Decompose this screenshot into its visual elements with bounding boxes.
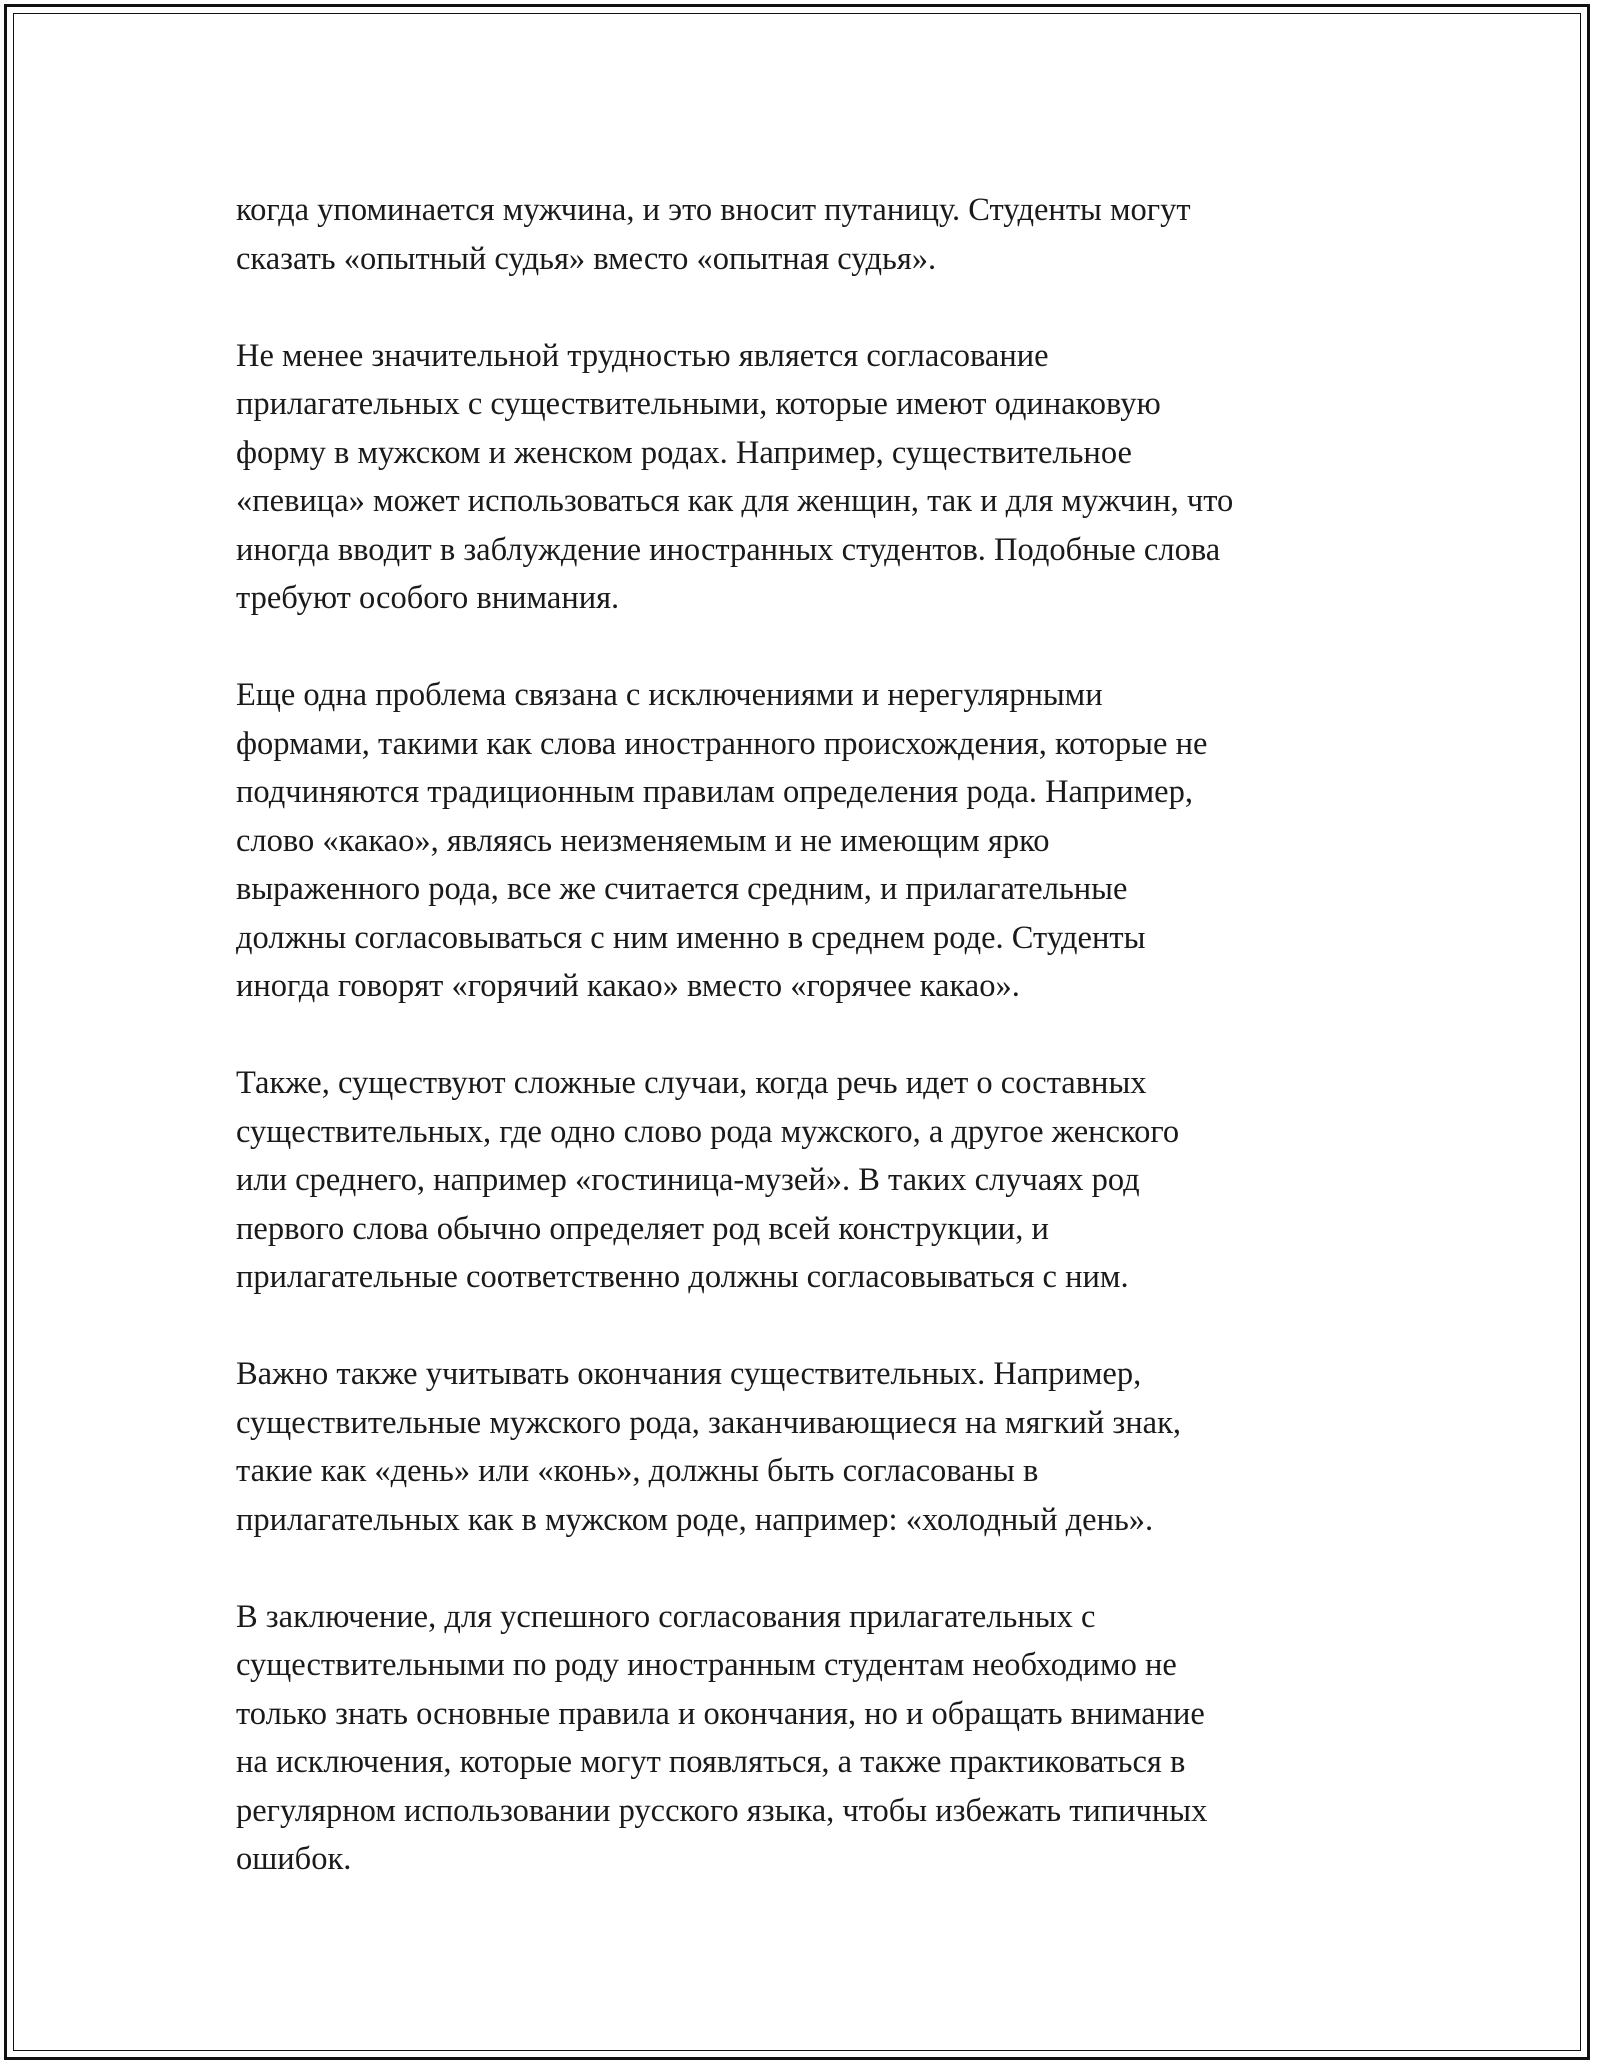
paragraph-2 xyxy=(236,332,1386,623)
paragraph-1 xyxy=(236,186,1386,283)
text-line: иногда вводит в заблуждение иностранных студентов. Подобные слова xyxy=(236,531,1221,568)
text-line: требуют особого внимания. xyxy=(236,580,620,616)
text-line: Еще одна проблема связана с исключениями и нерегулярными xyxy=(236,677,1103,713)
text-line: сказать «опытный судья» вместо «опытная судья». xyxy=(236,240,937,277)
text-line: существительные мужского рода, заканчивающиеся на мягкий знак, xyxy=(236,1404,1182,1441)
paragraph-4 xyxy=(236,1059,1386,1302)
text-line: форму в мужском и женском родах. Например, существительное xyxy=(236,434,1132,471)
text-line: только знать основные правила и окончания, но и обращать внимание xyxy=(236,1695,1205,1732)
text-line: существительных, где одно слово рода мужского, а другое женского xyxy=(236,1113,1180,1150)
text-line: прилагательных с существительными, которые имеют одинаковую xyxy=(236,386,1161,422)
paragraph-6 xyxy=(236,1593,1386,1884)
text-line: слово «какао», являясь неизменяемым и не имеющим ярко xyxy=(236,822,1050,859)
paragraph-5 xyxy=(236,1350,1386,1544)
text-line: «певица» может использоваться как для женщин, так и для мужчин, что xyxy=(236,483,1234,519)
text-line: первого слова обычно определяет род всей конструкции, и xyxy=(236,1210,1049,1247)
text-line: Важно также учитывать окончания существительных. Например, xyxy=(236,1356,1142,1392)
text-line: Также, существуют сложные случаи, когда речь идет о составных xyxy=(236,1065,1147,1101)
text-line: подчиняются традиционным правилам определения рода. Например, xyxy=(236,774,1193,810)
text-line: на исключения, которые могут появляться, а также практиковаться в xyxy=(236,1744,1186,1780)
text-line: ошибок. xyxy=(236,1841,352,1877)
text-line: такие как «день» или «конь», должны быть согласованы в xyxy=(236,1453,1039,1489)
text-line: прилагательные соответственно должны согласовываться с ним. xyxy=(236,1259,1129,1295)
text-line: выраженного рода, все же считается средним, и прилагательные xyxy=(236,871,1128,907)
paragraph-3 xyxy=(236,671,1386,1011)
text-line: прилагательных как в мужском роде, например: «холодный день». xyxy=(236,1501,1154,1538)
text-line: должны согласовываться с ним именно в среднем роде. Студенты xyxy=(236,919,1146,956)
text-line: или среднего, например «гостиница-музей». В таких случаях род xyxy=(236,1162,1140,1198)
text-line: существительными по роду иностранным студентам необходимо не xyxy=(236,1647,1177,1683)
text-line: иногда говорят «горячий какао» вместо «горячее какао». xyxy=(236,968,1020,1004)
text-line: регулярном использовании русского языка, чтобы избежать типичных xyxy=(236,1792,1208,1829)
text-line: Не менее значительной трудностью является согласование xyxy=(236,337,1049,374)
document-body xyxy=(236,186,1386,1932)
text-line: В заключение, для успешного согласования прилагательных с xyxy=(236,1598,1096,1635)
text-line: формами, такими как слова иностранного происхождения, которые не xyxy=(236,725,1208,762)
text-line: когда упоминается мужчина, и это вносит путаницу. Студенты могут xyxy=(236,192,1191,228)
